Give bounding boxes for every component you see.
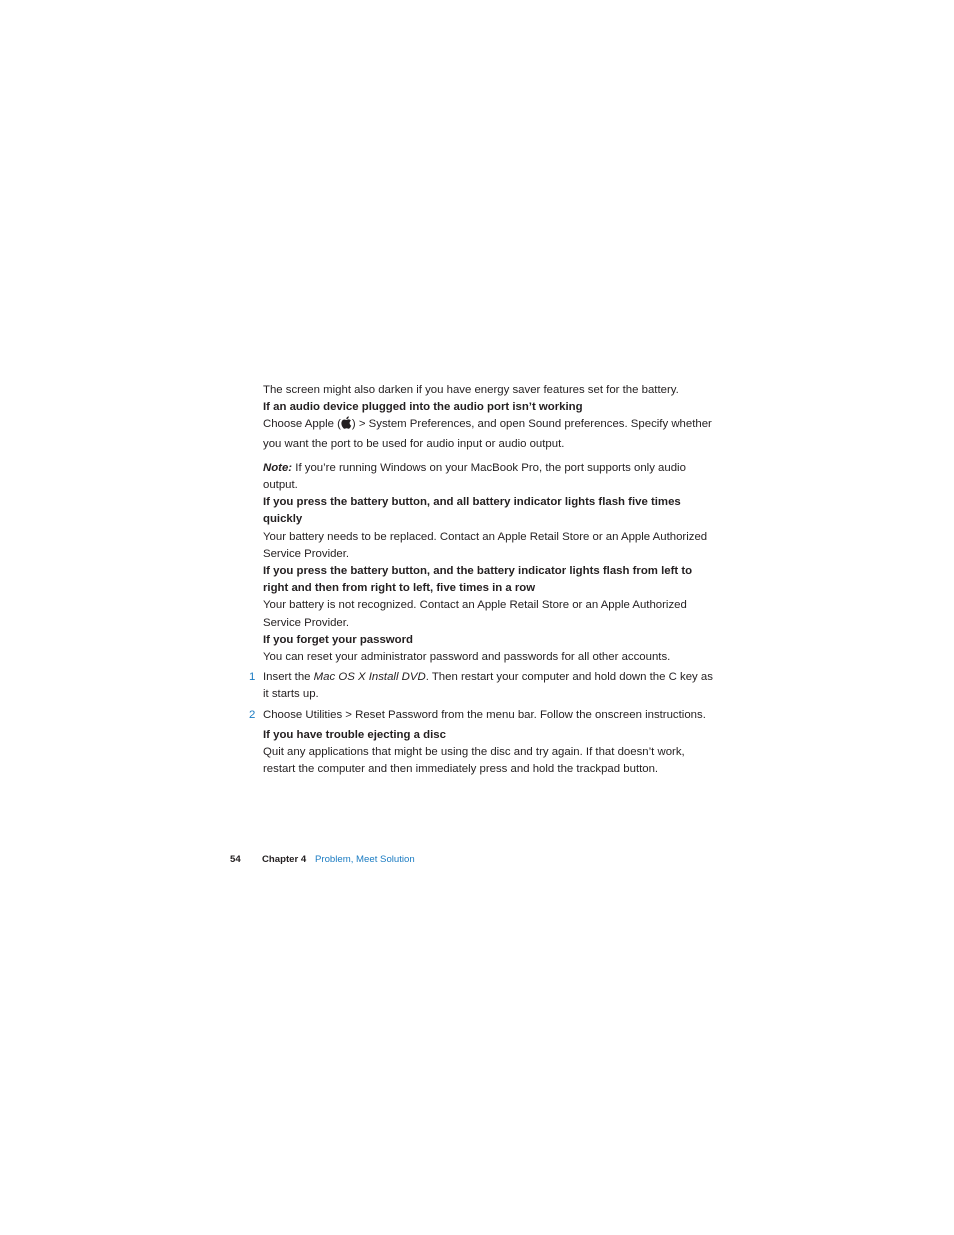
audio-heading: If an audio device plugged into the audio port isn’t working [263,401,583,414]
step-1-dvd-name: Mac OS X Install DVD [313,671,426,684]
battery-sequence-paragraph: Your battery is not recognized. Contact an Apple Retail Store or an Apple Authorized Service Provider. [263,599,687,629]
password-steps [249,669,713,724]
page-number: 54 [230,854,241,865]
eject-paragraph: Quit any applications that might be using the disc and try again. If that doesn’t work, restart the computer and then immediately press and hold the trackpad button. [263,746,685,776]
step-1 [249,669,713,703]
apple-icon [341,416,352,435]
note-paragraph [263,460,713,494]
chapter-label: Chapter 4 [262,854,307,865]
step-2-text: Choose Utilities > Reset Password from the menu bar. Follow the onscreen instructions. [263,708,706,721]
step-1-number: 1 [249,671,256,684]
note-label: Note: [263,461,293,474]
note-text: If you’re running Windows on your MacBook Pro, the port supports only audio output. [263,461,686,492]
step-1-text-pre: Insert the [263,671,314,684]
step-2 [249,707,713,724]
page-body [249,382,713,778]
step-1-text-post: . Then restart your computer and hold down the C key as it starts up. [263,671,713,701]
intro-paragraph: The screen might also darken if you have energy saver features set for the battery. [263,384,679,396]
password-paragraph: You can reset your administrator password and passwords for all other accounts. [263,651,671,664]
audio-text-pre: Choose Apple ( [263,418,341,431]
battery-flash-paragraph: Your battery needs to be replaced. Contact an Apple Retail Store or an Apple Authorized Service Provider. [263,530,708,560]
eject-heading: If you have trouble ejecting a disc [263,728,446,741]
battery-flash-heading: If you press the battery button, and all battery indicator lights flash five times quickly [263,496,681,526]
audio-paragraph [263,416,713,452]
battery-sequence-heading: If you press the battery button, and the battery indicator lights flash from left to right and then from right to left, five times in a row [263,565,693,595]
audio-text-post: ) > System Preferences, and open Sound preferences. Specify whether you want the port to be used for audio input or audio output. [263,418,712,450]
password-heading: If you forget your password [263,633,413,646]
step-2-number: 2 [249,708,256,721]
chapter-title: Problem, Meet Solution [315,854,415,865]
